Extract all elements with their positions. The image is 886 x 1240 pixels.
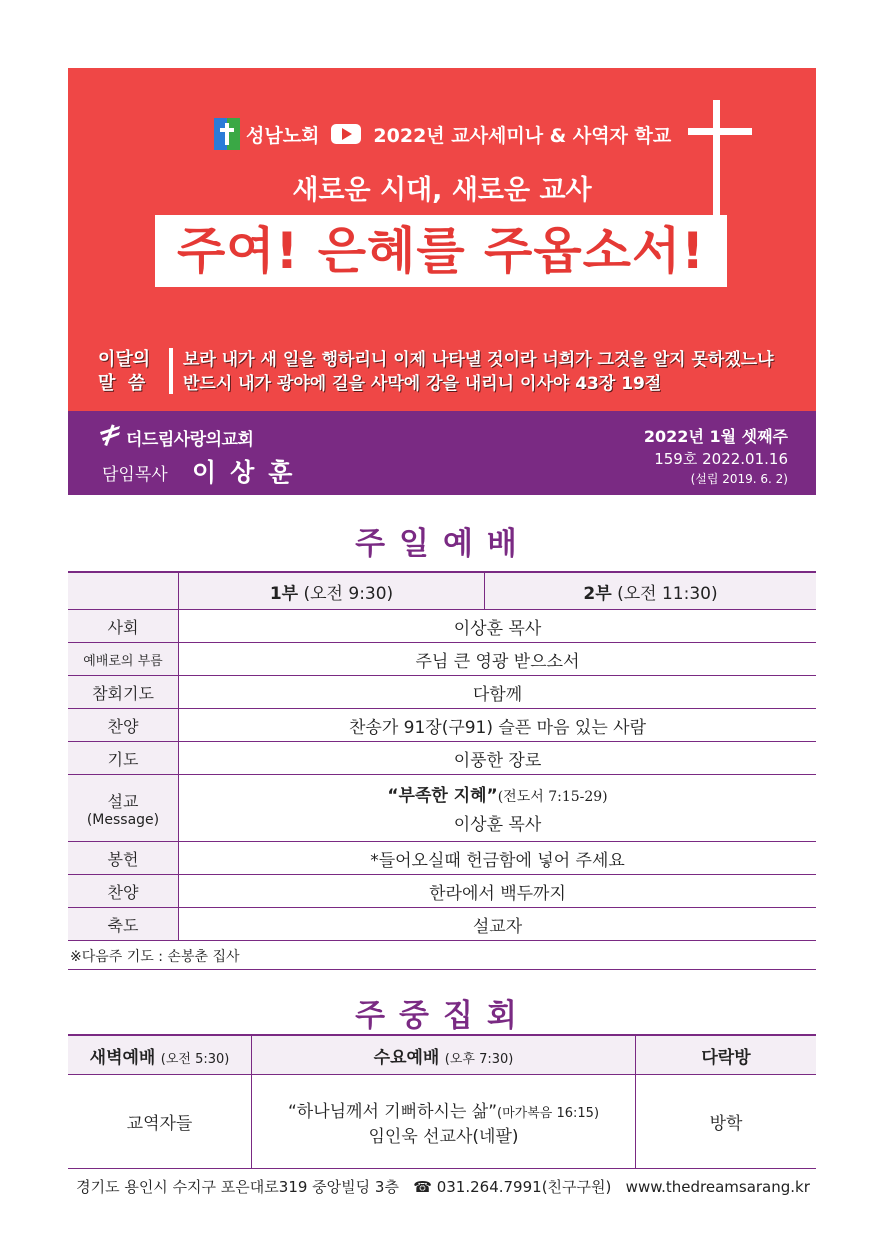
sermon-title: “부족한 지혜”: [387, 786, 498, 806]
wednesday-sermon-title: “하나님께서 기뻐하시는 삶”: [287, 1101, 498, 1122]
wednesday-time: (오후 7:30): [444, 1051, 514, 1067]
verse-label-line-1: 이달의: [98, 349, 151, 370]
table-row: [68, 875, 816, 908]
address: 경기도 용인시 수지구 포은대로319 중앙빌딩 3층: [76, 1178, 399, 1196]
verse-line-2: 반드시 내가 광야에 길을 사막에 강을 내리니 이사야 43장 19절: [183, 374, 662, 394]
table-row: [68, 676, 816, 709]
service1-time: (오전 9:30): [303, 583, 394, 604]
row-value: *들어오실때 헌금함에 넣어 주세요: [179, 842, 817, 875]
issue-number: 159호 2022.01.16: [654, 450, 788, 468]
sunday-table: [68, 571, 816, 941]
row-value: 이풍한 장로: [179, 742, 817, 775]
row-label: 찬양: [68, 875, 179, 908]
website-link[interactable]: www.thedreamsarang.kr: [625, 1178, 810, 1196]
verse-line-1: 보라 내가 새 일을 행하리니 이제 나타낼 것이라 너희가 그것을 알지 못하겠느냐: [183, 350, 774, 370]
sermon-reference: (전도서 7:15-29): [497, 789, 608, 805]
youtube-icon: [331, 124, 361, 144]
sermon-label: 설교: [107, 791, 139, 811]
church-info-strip: [68, 411, 816, 495]
pastor-label: 담임목사: [102, 465, 168, 485]
service1-header: [179, 572, 485, 610]
next-prayer-note: ※다음주 기도 : 손봉춘 집사: [70, 949, 240, 965]
verse-label: [98, 348, 150, 396]
table-row: [68, 709, 816, 742]
wednesday-name: 수요예배: [373, 1047, 440, 1068]
row-value: 한라에서 백두까지: [179, 875, 817, 908]
presbytery-logo-icon: [214, 118, 240, 150]
table-row: [68, 842, 816, 875]
phone-icon: ☎: [413, 1178, 432, 1196]
row-label: 참회기도: [68, 676, 179, 709]
verse-label-line-2: 말 씀: [98, 373, 146, 394]
row-label: 찬양: [68, 709, 179, 742]
banner-subtitle: 새로운 시대, 새로운 교사: [292, 175, 592, 206]
row-label: 예배로의 부름: [68, 643, 179, 676]
phone-number: 031.264.7991(친구구원): [436, 1178, 612, 1196]
weekly-table: [68, 1034, 816, 1169]
wednesday-speaker: 임인욱 선교사(네팔): [368, 1126, 519, 1147]
row-label: 사회: [68, 610, 179, 643]
divider: [68, 969, 816, 970]
founded-date: (설립 2019. 6. 2): [690, 472, 788, 486]
banner: [68, 68, 816, 411]
service1-name: 1부: [269, 583, 299, 604]
sermon-preacher: 이상훈 목사: [453, 815, 542, 835]
weekly-body-row: [68, 1075, 816, 1169]
darakbang-header: [636, 1035, 817, 1075]
table-row: [68, 742, 816, 775]
row-value: 주님 큰 영광 받으소서: [179, 643, 817, 676]
weekly-title: 주중집회: [355, 998, 531, 1034]
sermon-label-cell: [68, 775, 179, 842]
issue-week: 2022년 1월 셋째주: [643, 427, 788, 446]
banner-headline: 주여! 은혜를 주옵소서!: [176, 222, 706, 280]
row-value: 설교자: [179, 908, 817, 941]
weekly-header-row: [68, 1035, 816, 1075]
dawn-name: 새벽예배: [89, 1047, 156, 1068]
footer: [0, 1176, 886, 1197]
darakbang-value: 방학: [636, 1075, 817, 1169]
row-value: 다함께: [179, 676, 817, 709]
service2-name: 2부: [583, 583, 612, 604]
sermon-label-en: (Message): [86, 811, 160, 828]
wednesday-header: [252, 1035, 636, 1075]
service2-time: (오전 11:30): [617, 583, 718, 604]
table-row: [68, 643, 816, 676]
dawn-header: [68, 1035, 252, 1075]
dawn-value: 교역자들: [68, 1075, 252, 1169]
sunday-header-row: [68, 572, 816, 610]
wednesday-sermon-ref: (마가복음 16:15): [497, 1105, 600, 1121]
sunday-title: 주일예배: [355, 526, 531, 562]
verse-text: [183, 348, 774, 396]
row-label: 봉헌: [68, 842, 179, 875]
banner-topline: [214, 118, 671, 150]
church-logo-icon: [98, 424, 122, 446]
table-row: [68, 908, 816, 941]
row-label: 축도: [68, 908, 179, 941]
sermon-row: [68, 775, 816, 842]
darakbang-name: 다락방: [701, 1047, 751, 1068]
verse-divider: [169, 348, 173, 394]
row-value: 이상훈 목사: [179, 610, 817, 643]
church-name: 더드림사랑의교회: [126, 430, 254, 450]
sermon-cell: [179, 775, 817, 842]
row-value: 찬송가 91장(구91) 슬픈 마음 있는 사람: [179, 709, 817, 742]
dawn-time: (오전 5:30): [160, 1051, 230, 1067]
service2-header: [485, 572, 816, 610]
table-row: [68, 610, 816, 643]
header-blank-cell: [68, 572, 179, 610]
presbytery-name: 성남노회: [246, 124, 320, 147]
row-label: 기도: [68, 742, 179, 775]
wednesday-value: [252, 1075, 636, 1169]
event-name: 2022년 교사세미나 & 사역자 학교: [373, 124, 672, 147]
pastor-name: 이상훈: [192, 458, 307, 487]
